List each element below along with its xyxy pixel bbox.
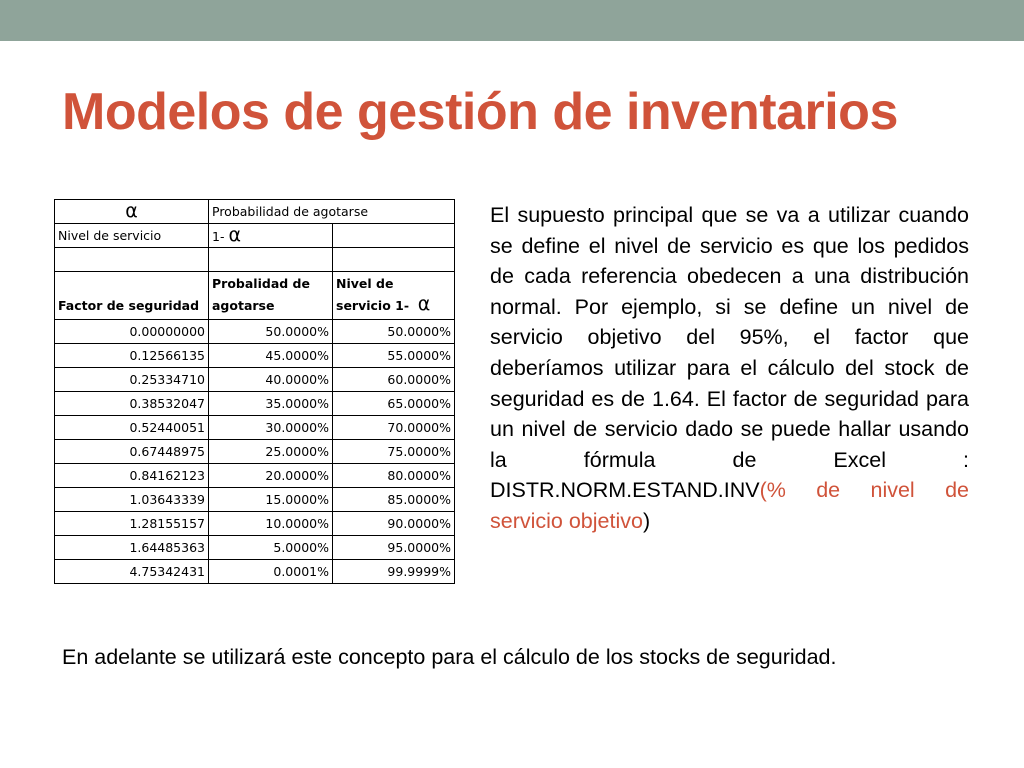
- empty-cell: [209, 248, 333, 272]
- factor-cell: 0.38532047: [55, 392, 209, 416]
- table-row: [55, 512, 455, 536]
- slide-title: Modelos de gestión de inventarios: [62, 83, 898, 141]
- service-level-cell: 95.0000%: [333, 536, 455, 560]
- service-level-cell: 55.0000%: [333, 344, 455, 368]
- factor-cell: 4.75342431: [55, 560, 209, 584]
- safety-factor-table: [54, 199, 455, 584]
- closing-paren: ): [642, 508, 651, 533]
- service-level-cell: 80.0000%: [333, 464, 455, 488]
- service-level-cell: 50.0000%: [333, 320, 455, 344]
- table-row: [55, 560, 455, 584]
- probability-cell: 0.0001%: [209, 560, 333, 584]
- probability-cell: 30.0000%: [209, 416, 333, 440]
- table-row: [55, 344, 455, 368]
- table-row: [55, 248, 455, 272]
- factor-cell: 0.52440051: [55, 416, 209, 440]
- empty-cell: [333, 224, 455, 248]
- probability-cell: 45.0000%: [209, 344, 333, 368]
- table-row: [55, 224, 455, 248]
- empty-cell: [55, 248, 209, 272]
- factor-cell: 1.64485363: [55, 536, 209, 560]
- table-row: [55, 200, 455, 224]
- service-level-cell: 90.0000%: [333, 512, 455, 536]
- formula-argument-text: (% de nivel de servicio objetivo: [490, 478, 969, 533]
- top-decorative-bar: [0, 0, 1024, 41]
- service-level-cell: 85.0000%: [333, 488, 455, 512]
- one-minus-alpha-cell: 1- α: [209, 224, 333, 248]
- header-factor: Factor de seguridad: [55, 272, 209, 320]
- probability-cell: 20.0000%: [209, 464, 333, 488]
- factor-cell: 1.03643339: [55, 488, 209, 512]
- service-level-cell: 75.0000%: [333, 440, 455, 464]
- service-level-label-cell: Nivel de servicio: [55, 224, 209, 248]
- table-row: [55, 536, 455, 560]
- table-row: [55, 440, 455, 464]
- service-level-cell: 99.9999%: [333, 560, 455, 584]
- table-row: [55, 320, 455, 344]
- table-row: [55, 416, 455, 440]
- factor-cell: 0.84162123: [55, 464, 209, 488]
- bottom-note: En adelante se utilizará este concepto para el cálculo de los stocks de seguridad.: [62, 645, 837, 669]
- alpha-symbol-cell: α: [55, 200, 209, 224]
- probability-label-cell: Probabilidad de agotarse: [209, 200, 455, 224]
- header-service-level: Nivel de servicio 1- α: [333, 272, 455, 320]
- factor-cell: 0.67448975: [55, 440, 209, 464]
- factor-cell: 0.25334710: [55, 368, 209, 392]
- service-level-cell: 60.0000%: [333, 368, 455, 392]
- probability-cell: 50.0000%: [209, 320, 333, 344]
- service-level-cell: 65.0000%: [333, 392, 455, 416]
- probability-cell: 25.0000%: [209, 440, 333, 464]
- empty-cell: [333, 248, 455, 272]
- service-level-cell: 70.0000%: [333, 416, 455, 440]
- table-row: [55, 368, 455, 392]
- probability-cell: 10.0000%: [209, 512, 333, 536]
- explanation-text: El supuesto principal que se va a utilizar cuando se define el nivel de servicio es que los pedidos de cada referencia obedecen a una distribución normal. Por ejemplo, si se define un nivel de servicio objetivo del 95%, el factor que deberíamos utilizar para el cálculo del stock de seguridad es de 1.64. El factor de seguridad para un nivel de servicio dado se puede hallar usando la fórmula de Excel : DISTR.NORM.ESTAND.INV: [490, 203, 969, 503]
- table-row: [55, 488, 455, 512]
- probability-cell: 35.0000%: [209, 392, 333, 416]
- table-row: [55, 392, 455, 416]
- header-probability: Probalidad de agotarse: [209, 272, 333, 320]
- probability-cell: 5.0000%: [209, 536, 333, 560]
- table-header-row: [55, 272, 455, 320]
- factor-cell: 0.12566135: [55, 344, 209, 368]
- factor-cell: 1.28155157: [55, 512, 209, 536]
- probability-cell: 15.0000%: [209, 488, 333, 512]
- probability-cell: 40.0000%: [209, 368, 333, 392]
- factor-cell: 0.00000000: [55, 320, 209, 344]
- explanation-paragraph: [490, 200, 969, 537]
- table-row: [55, 464, 455, 488]
